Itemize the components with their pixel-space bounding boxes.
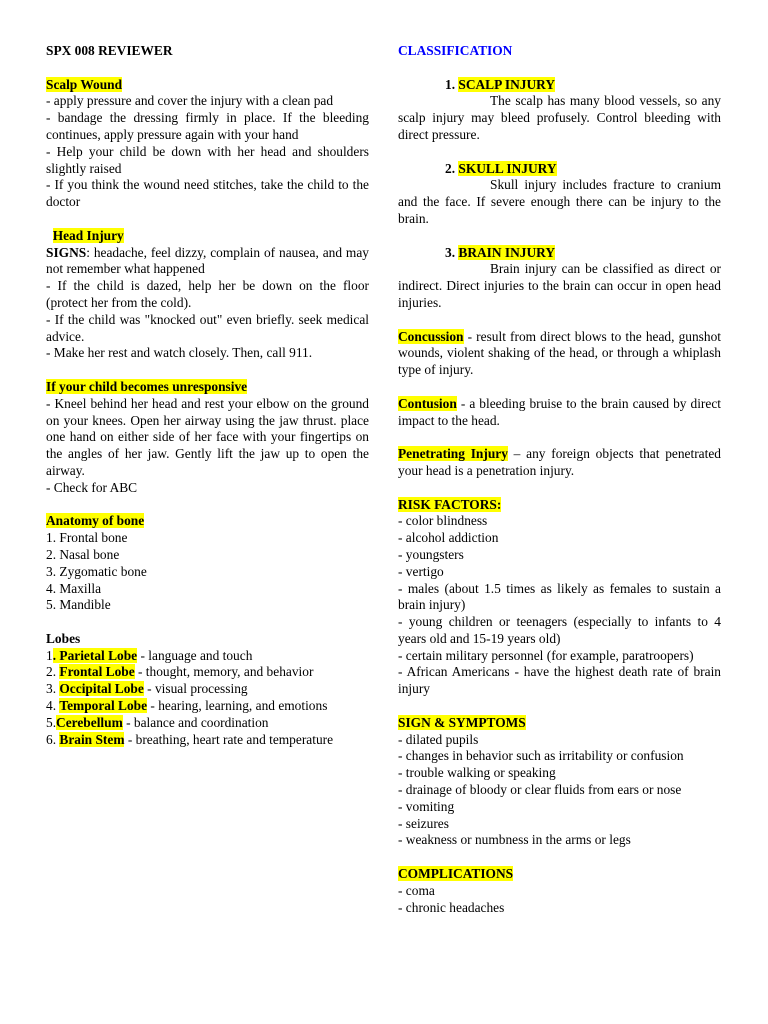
anatomy-item: 5. Mandible (46, 597, 111, 613)
head-injury-line: - If the child was "knocked out" even briefly. seek medical advice. (46, 311, 369, 344)
head-injury-heading: Head Injury (52, 227, 124, 243)
complications-heading: COMPLICATIONS (398, 866, 514, 882)
risk-item: - alcohol addiction (398, 530, 499, 546)
complication-item: - coma (398, 882, 435, 898)
scalp-wound-line: - Help your child be down with her head and shoulders slightly raised (46, 143, 369, 176)
brain-injury-heading: 3. BRAIN INJURY (445, 244, 556, 260)
complication-item: - chronic headaches (398, 899, 505, 915)
right-column (398, 43, 721, 916)
symptom-item: - dilated pupils (398, 731, 479, 747)
lobe-item: 2. Frontal Lobe - thought, memory, and behavior (46, 664, 314, 680)
scalp-wound-line: - apply pressure and cover the injury with a clean pad (46, 93, 334, 109)
anatomy-heading: Anatomy of bone (46, 513, 145, 529)
head-injury-signs (46, 245, 369, 279)
signs-text: : headache, feel dizzy, complain of nausea, and may not remember what happened (46, 244, 369, 277)
anatomy-item: 2. Nasal bone (46, 546, 120, 562)
concussion-term: Concussion (398, 328, 464, 344)
risk-factors-heading: RISK FACTORS: (398, 496, 502, 512)
unresponsive-line: - Check for ABC (46, 479, 138, 495)
risk-item: - color blindness (398, 513, 488, 529)
skull-injury-heading: 2. SKULL INJURY (445, 160, 557, 176)
risk-item: - males (about 1.5 times as likely as females to sustain a brain injury) (398, 580, 721, 613)
risk-item: - vertigo (398, 563, 444, 579)
penetrating-term: Penetrating Injury (398, 446, 508, 462)
lobe-item: 3. Occipital Lobe - visual processing (46, 681, 248, 697)
classification-heading: CLASSIFICATION (398, 43, 513, 58)
scalp-wound-line: - bandage the dressing firmly in place. If the bleeding continues, apply pressure again with your hand (46, 110, 369, 142)
signs-label: SIGNS (46, 244, 87, 260)
contusion-term: Contusion (398, 395, 457, 411)
symptom-item: - vomiting (398, 798, 455, 814)
lobe-item: 6. Brain Stem - breathing, heart rate and temperature (46, 731, 334, 747)
risk-item: - certain military personnel (for example, paratroopers) (398, 647, 694, 663)
symptom-item: - changes in behavior such as irritability or confusion (398, 748, 684, 764)
scalp-wound-heading: Scalp Wound (46, 76, 123, 92)
unresponsive-heading: If your child becomes unresponsive (46, 378, 248, 394)
lobe-item: 5.Cerebellum - balance and coordination (46, 714, 269, 730)
risk-item: - African Americans - have the highest death rate of brain injury (398, 664, 721, 697)
symptom-item: - drainage of bloody or clear fluids from ears or nose (398, 782, 682, 798)
scalp-wound-line: - If you think the wound need stitches, take the child to the doctor (46, 177, 369, 210)
scalp-injury-text: The scalp has many blood vessels, so any scalp injury may bleed profusely. Control bleeding with direct pressure. (398, 93, 721, 142)
lobes-heading: Lobes (46, 630, 81, 646)
symptom-item: - seizures (398, 815, 449, 831)
risk-item: - young children or teenagers (especially to infants to 4 years old and 15-19 years old) (398, 614, 721, 646)
scalp-injury-heading: 1. SCALP INJURY (445, 76, 556, 92)
lobe-item: 1. Parietal Lobe - language and touch (46, 647, 253, 663)
lobe-item: 4. Temporal Lobe - hearing, learning, and emotions (46, 698, 328, 714)
contusion-paragraph: Contusion - a bleeding bruise to the brain caused by direct impact to the head. (398, 395, 721, 428)
document-title: SPX 008 REVIEWER (46, 43, 173, 58)
risk-item: - youngsters (398, 546, 464, 562)
sign-symptoms-heading: SIGN & SYMPTOMS (398, 714, 526, 730)
brain-injury-text: Brain injury can be classified as direct or indirect. Direct injuries to the brain can occur in open head injuries. (398, 261, 721, 310)
left-column (46, 43, 369, 748)
skull-injury-text: Skull injury includes fracture to cranium and the face. If severe enough there can be injury to the brain. (398, 177, 721, 226)
concussion-paragraph: Concussion - result from direct blows to the head, gunshot wounds, violent shaking of the head, or through a whiplash type of injury. (398, 328, 721, 378)
symptom-item: - trouble walking or speaking (398, 765, 556, 781)
anatomy-item: 1. Frontal bone (46, 530, 128, 546)
head-injury-line: - Make her rest and watch closely. Then, call 911. (46, 345, 313, 361)
symptom-item: - weakness or numbness in the arms or legs (398, 832, 631, 848)
head-injury-line: - If the child is dazed, help her be down on the floor (protect her from the cold). (46, 278, 369, 310)
unresponsive-line: - Kneel behind her head and rest your elbow on the ground on your knees. Open her airway using the jaw thrust. place one hand on either side of her face with your fingertips on the angles of her jaw. Gently lift the jaw up to open the airway. (46, 395, 369, 478)
penetrating-paragraph: Penetrating Injury – any foreign objects that penetrated your head is a penetration injury. (398, 446, 721, 478)
anatomy-item: 4. Maxilla (46, 580, 102, 596)
anatomy-item: 3. Zygomatic bone (46, 563, 147, 579)
